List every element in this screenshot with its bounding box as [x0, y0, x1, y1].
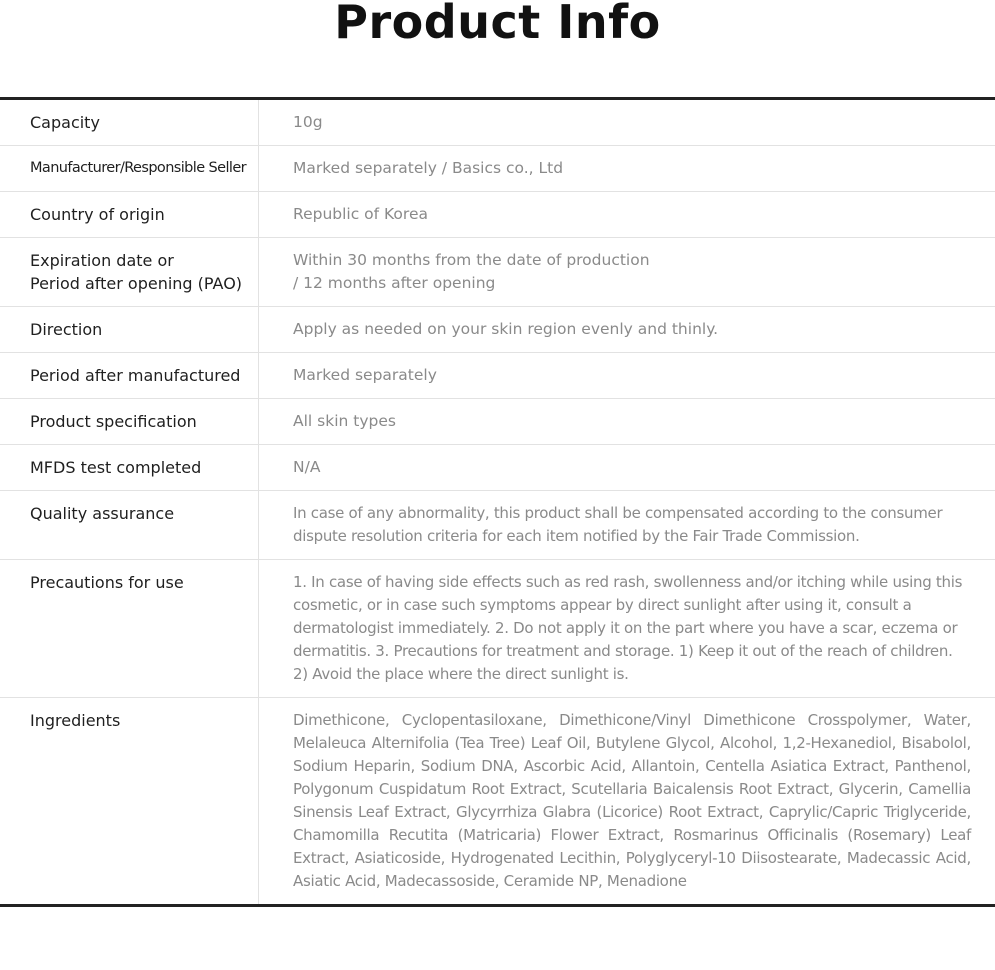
page-title: Product Info [334, 0, 661, 49]
value-ingredients: Dimethicone, Cyclopentasiloxane, Dimethicone/Vinyl Dimethicone Crosspolymer, Water, Melaleuca Alternifolia (Tea Tree) Leaf Oil, Butylene Glycol, Alcohol, 1,2-Hexanediol, Bisabolol, Sodium Heparin, Sodium DNA, Ascorbic Acid, Allantoin, Centella Asiatica Extract, Panthenol, Polygonum Cuspidatum Root Extract, Scutellaria Baicalensis Root Extract, Glycerin, Camellia Sinensis Leaf Extract, Glycyrrhiza Glabra (Licorice) Root Extract, Caprylic/Capric Triglyceride, Chamomilla Recutita (Matricaria) Flower Extract, Rosmarinus Officinalis (Rosemary) Leaf Extract, Asiaticoside, Hydrogenated Lecithin, Polyglyceryl-10 Diisostearate, Madecassic Acid, Asiatic Acid, Madecassoside, Ceramide NP, Menadione [293, 711, 971, 890]
value-capacity: 10g [293, 113, 323, 131]
value-mfds-test: N/A [293, 458, 321, 476]
row-capacity [0, 100, 995, 146]
label-period-after-manufactured: Period after manufactured [0, 353, 259, 398]
row-precautions [0, 560, 995, 698]
value-period-after-manufactured: Marked separately [293, 366, 437, 384]
row-period-after-manufactured [0, 353, 995, 399]
row-country-of-origin [0, 192, 995, 238]
value-product-specification: All skin types [293, 412, 396, 430]
value-direction: Apply as needed on your skin region evenly and thinly. [293, 320, 719, 338]
row-ingredients [0, 698, 995, 904]
label-capacity: Capacity [0, 100, 259, 145]
label-manufacturer: Manufacturer/Responsible Seller [0, 146, 259, 191]
product-info-table [0, 97, 995, 907]
label-direction: Direction [0, 307, 259, 352]
label-product-specification: Product specification [0, 399, 259, 444]
value-manufacturer: Marked separately / Basics co., Ltd [293, 159, 564, 177]
label-mfds-test: MFDS test completed [0, 445, 259, 490]
row-direction [0, 307, 995, 353]
value-expiration: Within 30 months from the date of production / 12 months after opening [293, 251, 650, 292]
row-quality-assurance [0, 491, 995, 560]
value-country-of-origin: Republic of Korea [293, 205, 428, 223]
row-product-specification [0, 399, 995, 445]
label-country-of-origin: Country of origin [0, 192, 259, 237]
label-ingredients: Ingredients [0, 698, 259, 904]
row-mfds-test [0, 445, 995, 491]
value-precautions: 1. In case of having side effects such as red rash, swollenness and/or itching while using this cosmetic, or in case such symptoms appear by direct sunlight after using it, consult a dermatologist immediately. 2. Do not apply it on the part where you have a scar, eczema or dermatitis. 3. Precautions for treatment and storage. 1) Keep it out of the reach of children. 2) Avoid the place where the direct sunlight is. [293, 573, 963, 683]
row-manufacturer [0, 146, 995, 192]
label-quality-assurance: Quality assurance [0, 491, 259, 559]
row-expiration [0, 238, 995, 307]
label-precautions: Precautions for use [0, 560, 259, 697]
label-expiration: Expiration date or Period after opening (PAO) [0, 238, 259, 306]
value-quality-assurance: In case of any abnormality, this product shall be compensated according to the consumer dispute resolution criteria for each item notified by the Fair Trade Commission. [293, 504, 943, 545]
